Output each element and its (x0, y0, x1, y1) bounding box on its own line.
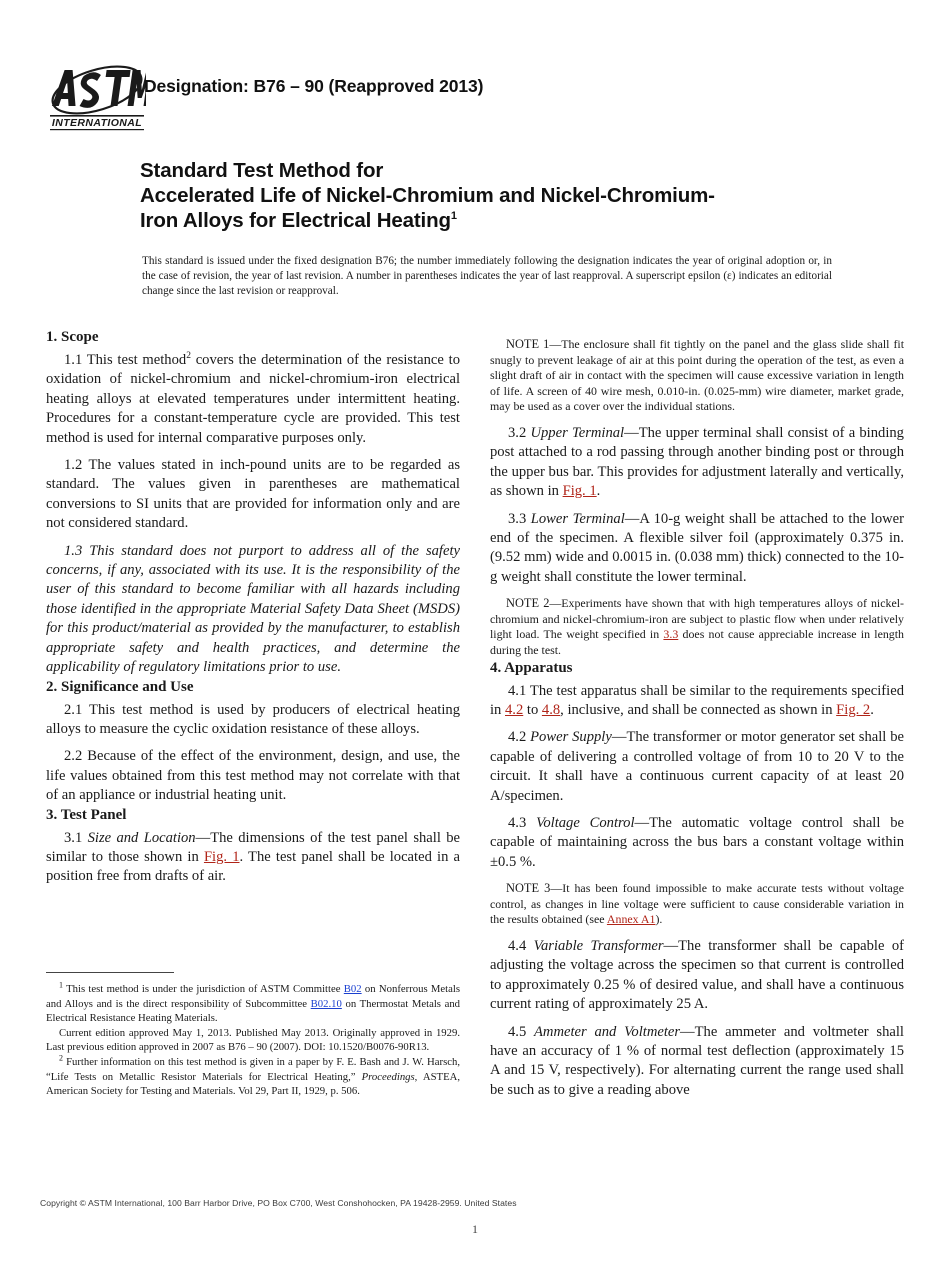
paragraph-2-2: 2.2 Because of the effect of the environment, design, and use, the life values obtained from this test method may not correlate with that of an appliance or industrial heating unit. (46, 748, 460, 804)
para-3-1-b: . The test panel shall be located in a position free from drafts of air. (46, 848, 461, 885)
para-4-5-term: Ammeter and Voltmeter (534, 1023, 681, 1040)
footnote-1-marker: 1 (59, 980, 63, 990)
para-4-3-number: 4.3 (508, 815, 527, 832)
footnote-divider (46, 972, 174, 973)
paragraph-4-4 (490, 937, 904, 1015)
heading-apparatus: 4. Apparatus (490, 659, 573, 676)
para-3-1-number: 3.1 (64, 829, 83, 846)
footnote-2-b: , ASTEA, American Society for Testing and Materials. Vol 29, Part II, 1929, p. 506. (46, 1070, 460, 1098)
para-3-2-term: Upper Terminal (530, 424, 625, 441)
note-3-a: —It has been found impossible to make accurate tests without voltage control, as changes in line voltage were sufficient to cause considerable variation in the results obtained (see (490, 881, 904, 927)
para-1-1-b: covers the determination of the resistance to oxidation of nickel-chromium and nickel-chromium-iron electrical heating alloys at elevated temperatures under intermittent heating. Procedures for a constant-temperature cycle are provided. This test method is used for internal comparative purposes only. (46, 352, 460, 446)
para-3-2-number: 3.2 (508, 424, 527, 441)
paragraph-2-1: 2.1 This test method is used by producers of electrical heating alloys to measure the cyclic oxidation resistance of these alloys. (46, 701, 460, 737)
footnote-2-a: Further information on this test method is given in a paper by F. E. Bash and J. W. Harsch, “Life Tests on Metallic Resistor Materials for Electrical Heating,” (46, 1055, 460, 1083)
para-4-2-number: 4.2 (508, 729, 527, 746)
paragraph-4-1 (490, 682, 904, 721)
title-line-3 (140, 208, 840, 233)
para-4-2-term: Power Supply (530, 729, 612, 746)
paragraph-4-5 (490, 1023, 904, 1101)
para-4-5-a: —The ammeter and voltmeter shall have an accuracy of 1 % of normal test deflection (approximately 15 A and 15 V, respectively). For alternating current the range used shall be such as to give a reading above (490, 1023, 904, 1098)
paragraph-3-1 (46, 829, 460, 887)
title-line-2: Accelerated Life of Nickel-Chromium and Nickel-Chromium- (140, 184, 715, 207)
para-4-1-c: , inclusive, and shall be connected as shown in (560, 702, 837, 718)
para-4-4-a: —The transformer shall be capable of adjusting the voltage across the specimen so that current is controlled to approximately 0.25 % of desired value, and shall have a continuous current rating of approximately 25 A. (490, 938, 904, 1013)
paragraph-1-1 (46, 351, 460, 448)
link-fig-1-upper-terminal[interactable]: Fig. 1 (562, 483, 597, 500)
para-4-3-a: —The automatic voltage control shall be capable of maintaining across the bus bars a constant voltage within ±0.5 %. (490, 815, 904, 870)
link-annex-a1[interactable]: Annex A1 (606, 912, 656, 927)
document-title (140, 158, 840, 233)
note-1-label: NOTE 1 (506, 337, 550, 351)
para-4-2-a: —The transformer or motor generator set shall be capable of delivering a controlled voltage of from 10 to 20 V to the circuit. It shall have a continuous current capacity of at least 20 A/specimen. (490, 729, 904, 804)
para-3-3-term: Lower Terminal (530, 510, 625, 527)
astm-logo (48, 60, 146, 132)
page-number: 1 (472, 1222, 478, 1236)
paragraph-4-2 (490, 728, 904, 806)
link-section-3-3[interactable]: 3.3 (663, 627, 679, 642)
right-column (490, 328, 904, 1100)
note-3 (490, 881, 904, 928)
paragraph-3-3 (490, 510, 904, 588)
para-4-4-number: 4.4 (508, 938, 527, 955)
heading-test-panel: 3. Test Panel (46, 806, 127, 823)
paragraph-1-3: 1.3 This standard does not purport to address all of the safety concerns, if any, associated with its use. It is the responsibility of the user of this standard to become familiar with all hazards including those identified in the appropriate Material Safety Data Sheet (MSDS) for this product/material as provided by the manufacturer, to establish appropriate safety and health practices, and determine the applicability of regulatory limitations prior to use. (46, 542, 460, 676)
para-3-2-b: . (596, 483, 601, 500)
para-4-1-b: to (523, 702, 542, 718)
note-2-a: —Experiments have shown that with high temperatures alloys of nickel-chromium and nickel-chromium-iron are subject to plastic flow when under relatively light load. The weight specified in (490, 596, 904, 642)
para-3-3-number: 3.3 (508, 510, 527, 527)
link-section-4-8[interactable]: 4.8 (541, 702, 561, 718)
para-3-2-a: —The upper terminal shall consist of a binding post attached to a rod passing through another binding post or through the upper bus bar. This provides for adjustment laterally and vertically, as shown in (490, 424, 904, 500)
footnote-1-a: This test method is under the jurisdiction of ASTM Committee (63, 983, 344, 995)
paragraph-3-2 (490, 424, 904, 502)
para-4-1-d: . (870, 702, 874, 718)
para-3-1-a: —The dimensions of the test panel shall be similar to those shown in (46, 829, 461, 865)
paragraph-1-2: 1.2 The values stated in inch-pound units are to be regarded as standard. The values given in parentheses are mathematical conversions to SI units that are provided for information only and are not considered standard. (46, 457, 460, 532)
footnote-1-c: on Thermostat Metals and Electrical Resistance Heating Materials. (46, 997, 461, 1025)
note-2-label: NOTE 2 (506, 596, 550, 611)
copyright-notice: Copyright © ASTM International, 100 Barr Harbor Drive, PO Box C700, West Conshohocken, PA 19428-2959. United States (40, 1198, 517, 1208)
para-1-1-a: 1.1 This test method (64, 352, 187, 368)
link-fig-2[interactable]: Fig. 2 (836, 702, 871, 718)
heading-scope: 1. Scope (46, 329, 99, 345)
preamble-text: This standard is issued under the fixed designation B76; the number immediately following the designation indicates the year of original adoption or, in the case of revision, the year of last revision. A number in parentheses indicates the year of last reapproval. A superscript epsilon (ε) indicates an editorial change since the last revision or reapproval. (142, 255, 832, 298)
link-fig-1[interactable]: Fig. 1 (203, 848, 240, 865)
note-3-label: NOTE 3 (506, 881, 551, 896)
heading-significance-and-use: 2. Significance and Use (46, 678, 194, 695)
footnote-1 (46, 982, 460, 1026)
para-1-1-footnote-marker: 2 (186, 351, 191, 362)
para-4-5-number: 4.5 (508, 1023, 527, 1040)
note-3-b: ). (655, 912, 663, 927)
paragraph-4-3 (490, 814, 904, 872)
note-1 (490, 337, 904, 415)
footnote-1-b: on Nonferrous Metals and Alloys and is the direct responsibility of Subcommittee (46, 983, 460, 1010)
para-4-1-a: 4.1 The test apparatus shall be similar to the requirements specified in (490, 682, 904, 718)
link-subcommittee-b02-10[interactable]: B02.10 (310, 997, 342, 1010)
footnote-2-marker: 2 (59, 1053, 63, 1063)
para-3-1-term: Size and Location (87, 829, 196, 846)
note-2-b: does not cause appreciable increase in length during the test. (490, 627, 904, 657)
footnote-2-publication: Proceedings (361, 1070, 415, 1083)
link-committee-b02[interactable]: B02 (343, 983, 362, 995)
para-3-3-a: —A 10-g weight shall be attached to the lower end of the specimen. A flexible silver foil (approximately 0.375 in. (9.52 mm) wide and 0.0015 in. (0.038 mm) thick) connected to the 10-g weight shall constitute the lower terminal. (490, 510, 904, 585)
title-footnote-marker: 1 (450, 210, 457, 223)
footnote-block (46, 982, 460, 1099)
para-4-3-term: Voltage Control (536, 815, 635, 832)
page-header (48, 60, 902, 140)
footnote-edition-info: Current edition approved May 1, 2013. Published May 2013. Originally approved in 1929. Last previous edition approved in 2007 as B76 – 90 (2007). DOI: 10.1520/B0076-90R13. (46, 1026, 460, 1054)
svg-text:INTERNATIONAL: INTERNATIONAL (51, 117, 143, 129)
para-4-4-term: Variable Transformer (533, 938, 664, 955)
note-2 (490, 596, 904, 658)
footnote-2 (46, 1055, 460, 1099)
designation-line: Designation: B76 – 90 (Reapproved 2013) (144, 76, 484, 96)
note-1-text: —The enclosure shall fit tightly on the panel and the glass slide shall fit snugly to prevent leakage of air at this point during the operation of the test, as even a slight draft of air in contact with the specimen will cause excessive variation in length of life. A screen of 40 wire mesh, 0.010-in. (0.025-mm) wire diameter, market grade, may be used as a cover over the individual stations. (490, 337, 905, 414)
title-line-1: Standard Test Method for (140, 159, 384, 182)
left-column (46, 328, 460, 887)
link-section-4-2[interactable]: 4.2 (505, 702, 524, 718)
title-line-3-text: Iron Alloys for Electrical Heating (140, 209, 451, 232)
